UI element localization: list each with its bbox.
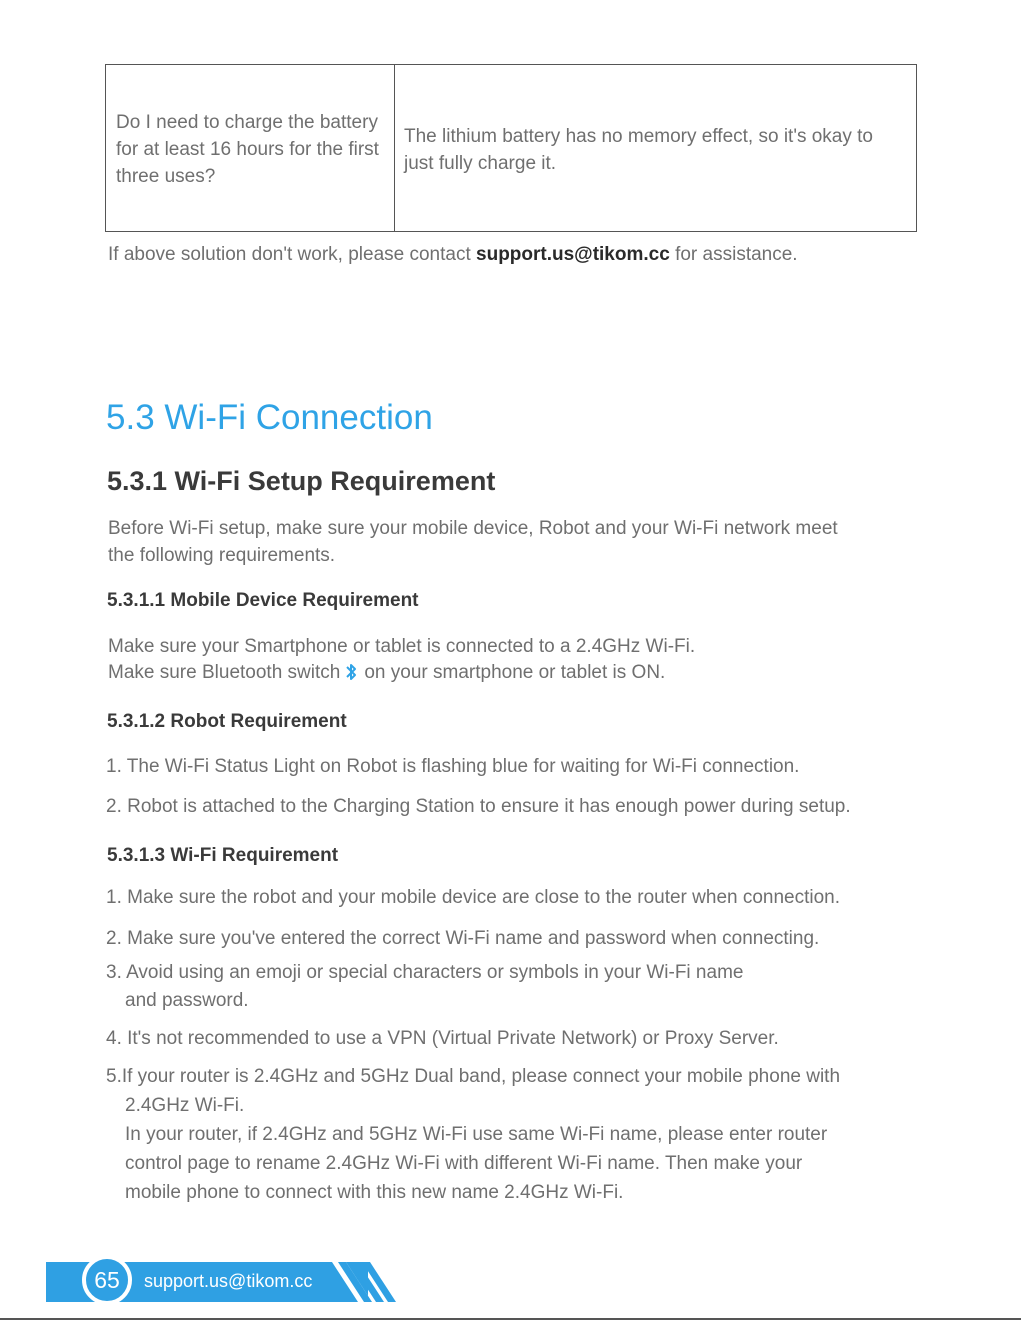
- wifi-item-3-line-2: and password.: [125, 990, 249, 1011]
- contact-line: [108, 244, 798, 266]
- footer-stripes-decoration: [332, 1262, 402, 1302]
- wifi-requirement-heading: 5.3.1.3 Wi-Fi Requirement: [107, 845, 339, 866]
- contact-prefix: If above solution don't work, please contact: [108, 244, 477, 265]
- bluetooth-icon: [344, 662, 358, 682]
- wifi-item-4: 4. It's not recommended to use a VPN (Virtual Private Network) or Proxy Server.: [106, 1028, 779, 1049]
- footer-email[interactable]: support.us@tikom.cc: [144, 1271, 313, 1291]
- page-number-badge: 65: [82, 1255, 132, 1305]
- intro-line-1: Before Wi-Fi setup, make sure your mobile device, Robot and your Wi-Fi network meet: [108, 518, 838, 539]
- wifi-item-5-line-2: 2.4GHz Wi-Fi.: [125, 1095, 245, 1116]
- mobile-line-1: Make sure your Smartphone or tablet is connected to a 2.4GHz Wi-Fi.: [108, 636, 696, 657]
- section-title: 5.3 Wi-Fi Connection: [106, 398, 433, 437]
- faq-answer-cell: The lithium battery has no memory effect, so it's okay to just fully charge it.: [404, 126, 873, 174]
- faq-question-cell: Do I need to charge the battery for at least 16 hours for the first three uses?: [106, 65, 395, 231]
- mobile-line-2-after: on your smartphone or tablet is ON.: [364, 662, 666, 683]
- intro-line-2: the following requirements.: [108, 545, 336, 566]
- mobile-requirement-heading: 5.3.1.1 Mobile Device Requirement: [107, 590, 419, 611]
- robot-requirement-heading: 5.3.1.2 Robot Requirement: [107, 711, 347, 732]
- bottom-rule: [0, 1318, 1021, 1320]
- contact-suffix: for assistance.: [669, 244, 798, 265]
- robot-item-1: 1. The Wi-Fi Status Light on Robot is flashing blue for waiting for Wi-Fi connection.: [106, 756, 800, 777]
- wifi-item-5-line-3: In your router, if 2.4GHz and 5GHz Wi-Fi use same Wi-Fi name, please enter router: [125, 1124, 828, 1145]
- wifi-item-5-line-1: 5.If your router is 2.4GHz and 5GHz Dual band, please connect your mobile phone with: [106, 1066, 841, 1087]
- wifi-item-5-line-4: control page to rename 2.4GHz Wi-Fi with different Wi-Fi name. Then make your: [125, 1153, 803, 1174]
- mobile-line-2: [108, 659, 665, 686]
- robot-item-2: 2. Robot is attached to the Charging Station to ensure it has enough power during setup.: [106, 796, 851, 817]
- wifi-item-3-line-1: 3. Avoid using an emoji or special characters or symbols in your Wi-Fi name: [106, 962, 744, 983]
- wifi-item-5-line-5: mobile phone to connect with this new name 2.4GHz Wi-Fi.: [125, 1182, 624, 1203]
- mobile-line-2-before: Make sure Bluetooth switch: [108, 662, 341, 683]
- support-email-link[interactable]: support.us@tikom.cc: [476, 244, 670, 265]
- faq-table: [105, 64, 917, 232]
- wifi-item-2: 2. Make sure you've entered the correct Wi-Fi name and password when connecting.: [106, 928, 820, 949]
- subsection-title: 5.3.1 Wi-Fi Setup Requirement: [107, 466, 496, 496]
- wifi-item-1: 1. Make sure the robot and your mobile device are close to the router when connection.: [106, 887, 841, 908]
